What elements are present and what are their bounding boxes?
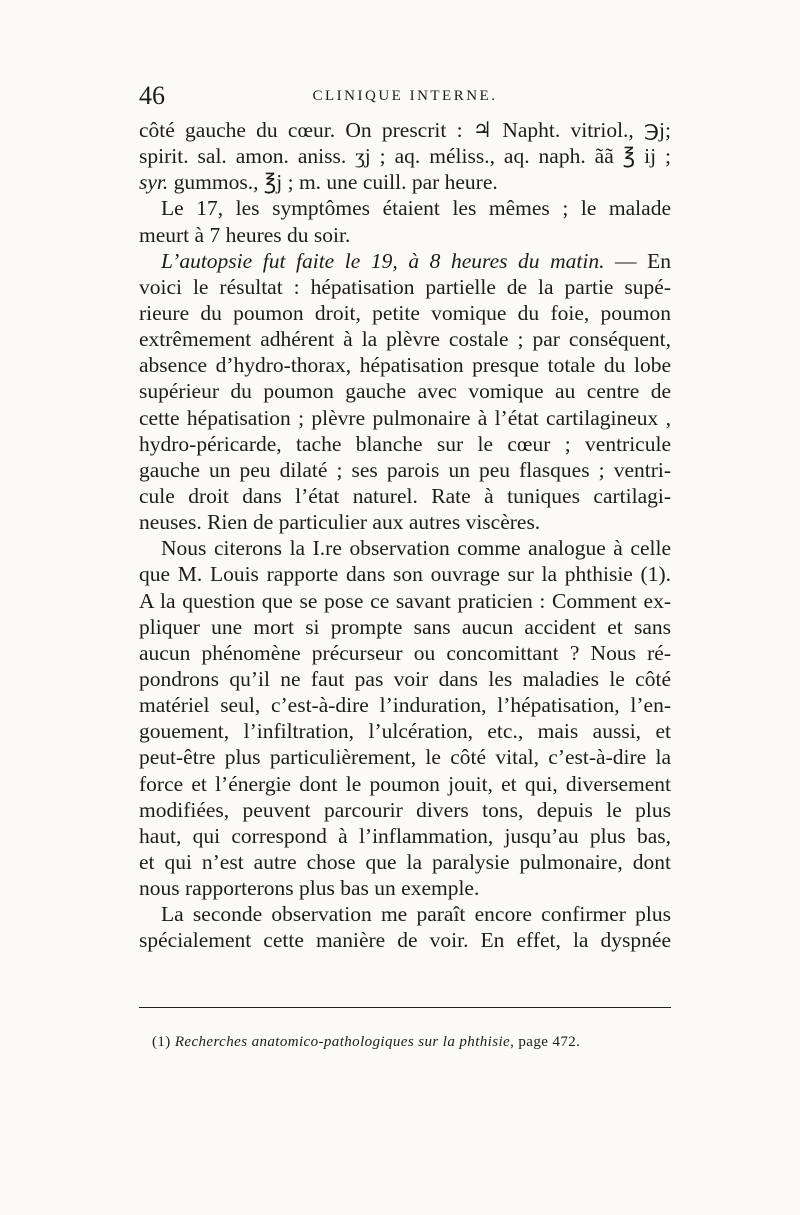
text-line: matériel seul, c’est-à-dire l’induration, l’hépatisation, l’en- (139, 693, 671, 718)
text-line: absence d’hydro-thorax, hépatisation presque totale du lobe (139, 353, 671, 378)
footnote-divider (139, 1007, 671, 1008)
text-line: Le 17, les symptômes étaient les mêmes ; le malade (161, 196, 671, 221)
text-line: A la question que se pose ce savant praticien : Comment ex- (139, 588, 671, 613)
text-line: L’autopsie fut faite le 19, à 8 heures du matin. — En (161, 248, 671, 273)
footnote-page-ref: , page 472. (510, 1034, 581, 1050)
body-text (139, 117, 671, 954)
text-line: aucun phénomène précurseur ou concomittant ? Nous ré- (139, 640, 671, 665)
text-line: voici le résultat : hépatisation partielle de la partie supé- (139, 274, 671, 299)
page-number: 46 (139, 81, 165, 110)
text-line: nous rapporterons plus bas un exemple. (139, 876, 480, 901)
text-line: hydro-péricarde, tache blanche sur le cœur ; ventricule (139, 431, 671, 456)
text-line: modifiées, peuvent parcourir divers tons, depuis le plus (139, 797, 671, 822)
text-line: gauche un peu dilaté ; ses parois un peu flasques ; ventri- (139, 457, 671, 482)
footnote (152, 1031, 671, 1053)
text-line: gouement, l’infiltration, l’ulcération, etc., mais aussi, et (139, 719, 671, 744)
text-line: cette hépatisation ; plèvre pulmonaire à l’état cartilagineux , (139, 405, 671, 430)
text-line: rieure du poumon droit, petite vomique du foie, poumon (139, 300, 671, 325)
text-line: spirit. sal. amon. aniss. ʒj ; aq. méliss., aq. naph. ãã ℥ ij ; (139, 144, 671, 169)
text-line: et qui n’est autre chose que la paralysie pulmonaire, dont (139, 849, 671, 874)
text-line: cule droit dans l’état naturel. Rate à tuniques cartilagi- (139, 483, 671, 508)
text-line: peut-être plus particulièrement, le côté vital, c’est-à-dire la (139, 745, 671, 770)
text-line: haut, qui correspond à l’inflammation, jusqu’au plus bas, (139, 823, 671, 848)
text-line: neuses. Rien de particulier aux autres viscères. (139, 510, 541, 535)
text-line: syr. gummos., ℥j ; m. une cuill. par heure. (139, 170, 498, 195)
page-header (139, 78, 671, 114)
text-line: spécialement cette manière de voir. En effet, la dyspnée (139, 928, 671, 953)
text-line: supérieur du poumon gauche avec vomique au centre de (139, 379, 671, 404)
text-line: côté gauche du cœur. On prescrit : ♃ Napht. vitriol., ℈j; (139, 118, 671, 142)
text-line: pondrons qu’il ne faut pas voir dans les maladies le côté (139, 666, 671, 691)
text-line: force et l’énergie dont le poumon jouit, et qui, diversement (139, 771, 671, 796)
text-line: que M. Louis rapporte dans son ouvrage sur la phthisie (1). (139, 562, 671, 587)
text-line: extrêmement adhérent à la plèvre costale ; par conséquent, (139, 327, 671, 352)
running-title: CLINIQUE INTERNE. (312, 88, 498, 104)
footnote-marker: (1) (152, 1034, 171, 1050)
text-line: pliquer une mort si prompte sans aucun accident et sans (139, 614, 671, 639)
text-line: La seconde observation me paraît encore confirmer plus (161, 902, 671, 927)
text-line: Nous citerons la I.re observation comme analogue à celle (161, 536, 671, 561)
text-line: meurt à 7 heures du soir. (139, 222, 351, 247)
footnote-title: Recherches anatomico-pathologiques sur la phthisie (174, 1034, 511, 1050)
